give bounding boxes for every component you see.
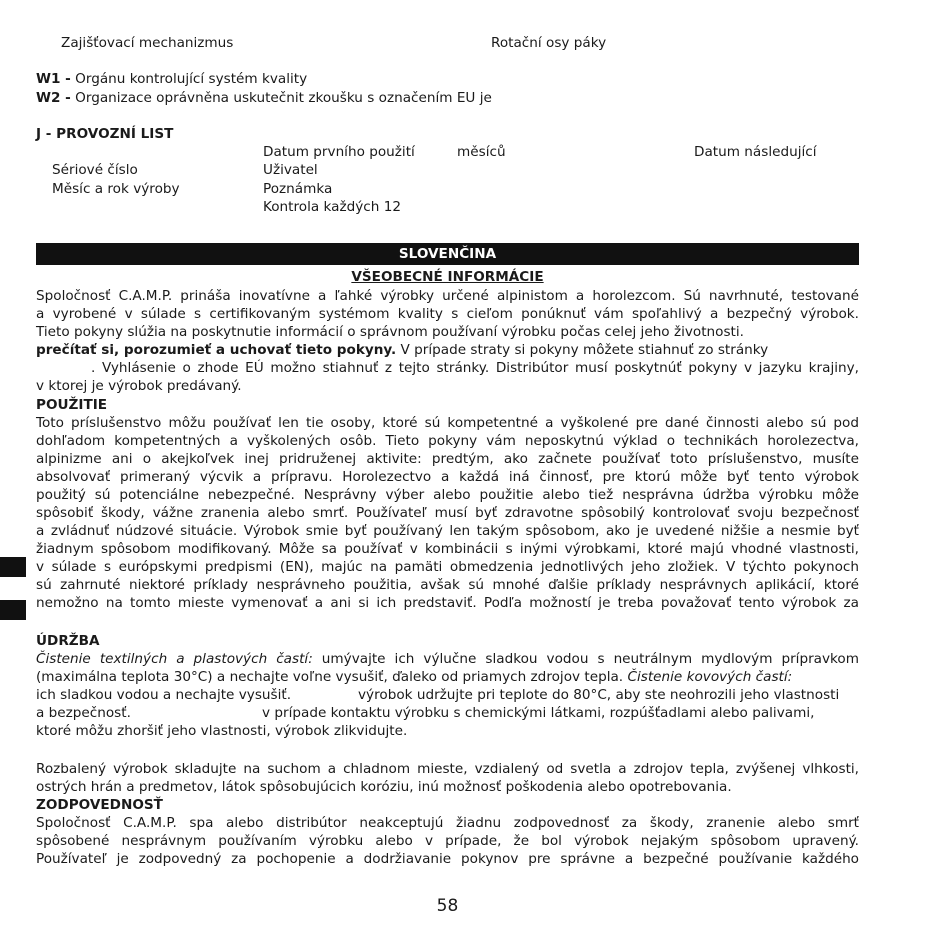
maint-text: umývajte ich výlučne sladkou vodou s neutrálnym mydlovým prípravkom [312, 651, 859, 667]
sheet-serial: Sériové číslo [52, 162, 138, 178]
maint-text: ich sladkou vodou a nechajte vysušiť. [36, 687, 292, 703]
sheet-first-use: Datum prvního použití [263, 144, 415, 160]
use-line: absolvovať primeraný výcvik a prípravu. Horolezectvo a každá iná činnosť, pre ktorú môže byť tento výrobok [36, 469, 859, 485]
storage-line: Rozbalený výrobok skladujte na suchom a chladnom mieste, vzdialený od svetla a zdrojov tepla, zvýšenej vlhkosti, [36, 761, 859, 777]
liability-paragraph [36, 814, 859, 868]
general-line-bold [36, 341, 859, 359]
general-line: a vyrobené v súlade s certifikovaným systémom kvality s cieľom ponúknuť vám spoľahlivý a bezpečný výrobok. [36, 306, 859, 322]
w2-code: W2 - [36, 90, 71, 106]
w1-text: Orgánu kontrolující systém kvality [75, 71, 308, 87]
storage-paragraph [36, 760, 859, 796]
maint-text: v prípade kontaktu výrobku s chemickými látkami, rozpúšťadlami alebo palivami, [262, 705, 815, 721]
use-line: sú zahrnuté niektoré príklady nesprávneho použitia, avšak sú mnohé ďalšie príklady nesprávnych aplikácií, ktoré [36, 577, 859, 593]
maintenance-line [36, 650, 859, 668]
liability-line: Spoločnosť C.A.M.P. spa alebo distribútor neakceptujú žiadnu zodpovednosť za škody, zranenie alebo smrť [36, 815, 859, 831]
general-line: Tieto pokyny slúžia na poskytnutie informácií o správnom používaní výrobku počas celej jeho životnosti. [36, 324, 744, 340]
w1-line [36, 70, 307, 88]
maint-text: výrobok udržujte pri teplote do 80°C, aby ste neohrozili jeho vlastnosti [358, 687, 840, 703]
sheet-note: Poznámka [263, 181, 333, 197]
side-tab-marker [0, 557, 26, 577]
general-heading-text: VŠEOBECNÉ INFORMÁCIE [351, 269, 544, 285]
liability-heading: ZODPOVEDNOSŤ [36, 797, 163, 813]
sheet-user: Uživatel [263, 162, 318, 178]
w1-code: W1 - [36, 71, 71, 87]
maintenance-line: ktoré môžu zhoršiť jeho vlastnosti, výrobok zlikvidujte. [36, 723, 408, 739]
page-number: 58 [436, 896, 459, 916]
maintenance-line [36, 704, 859, 722]
use-line: Toto príslušenstvo môžu používať len tie osoby, ktoré sú kompetentné a vyškolené pre dané činnosti alebo sú pod [36, 415, 859, 431]
maint-text: a bezpečnosť. [36, 705, 131, 721]
general-after-bold: V prípade straty si pokyny môžete stiahnuť zo stránky [396, 342, 769, 358]
use-line: použitý sú potenciálne nebezpečné. Nesprávny výber alebo použitie alebo tiež nesprávna údržba výrobku môže [36, 487, 859, 503]
general-paragraph [36, 287, 859, 395]
general-line: Spoločnosť C.A.M.P. prináša inovatívne a ľahké výrobky určené alpinistom a horolezcom. Sú navrhnuté, testované [36, 288, 859, 304]
maintenance-line [36, 686, 859, 704]
maintenance-line [36, 668, 859, 686]
general-bold-text: prečítať si, porozumieť a uchovať tieto pokyny. [36, 342, 397, 358]
liability-line: Používateľ je zodpovedný za pochopenie a dodržiavanie pokynov pre správne a bezpečné používanie každého [36, 851, 859, 867]
maint-text: (maximálna teplota 30°C) a nechajte voľne vysušiť, ďaleko od priamych zdrojov tepla. [36, 669, 624, 685]
use-line: alpinizme ani o akejkoľvek inej pridruženej aktivite: predtým, ako začnete používať toto príslušenstvo, musíte [36, 451, 859, 467]
label-locking-mechanism: Zajišťovací mechanizmus [61, 35, 234, 51]
label-lever-axes: Rotační osy páky [491, 35, 607, 51]
maintenance-paragraph [36, 650, 859, 740]
liability-line: spôsobené nesprávnym používaním výrobku alebo v prípade, že bol výrobok nejakým spôsobom upravený. [36, 833, 859, 849]
maint-italic-textile: Čistenie textilných a plastových častí: [36, 651, 313, 667]
use-line: a zvládnuť núdzové situácie. Výrobok smie byť používaný len takým spôsobom, ako je uvedené nižšie a nesmie byť [36, 523, 859, 539]
general-heading [0, 268, 895, 286]
use-heading: POUŽITIE [36, 397, 108, 413]
maintenance-heading: ÚDRŽBA [36, 633, 100, 649]
general-line: . Vyhlásenie o zhode EÚ možno stiahnuť z tejto stránky. Distribútor musí poskytnúť pokyny v jazyku krajiny, [91, 360, 859, 376]
maint-italic-metal: Čistenie kovových častí: [627, 669, 793, 685]
sheet-check: Kontrola každých 12 [263, 199, 402, 215]
use-line: nemožno na tomto mieste vymenovať a ani si ich predstaviť. Podľa možností je treba považovať tento výrobok za [36, 595, 859, 611]
storage-line: ostrých hrán a predmetov, látok spôsobujúcich koróziu, inú možnosť poškodenia alebo opotrebovania. [36, 779, 732, 795]
use-line: žiadnym spôsobom modifikovaný. Môže sa používať v kombinácii s inými výrobkami, ktoré majú vhodné vlastnosti, [36, 541, 859, 557]
sheet-manufacture: Měsíc a rok výroby [52, 181, 180, 197]
use-paragraph [36, 414, 859, 612]
language-banner: SLOVENČINA [36, 243, 859, 265]
sheet-next-date: Datum následující [694, 144, 817, 160]
sheet-months: měsíců [457, 144, 506, 160]
sheet-title: J - PROVOZNÍ LIST [36, 126, 174, 142]
use-line: v súlade s európskymi predpismi (EN), majúc na pamäti obmedzenia jednotlivých jeho zložiek. V týchto pokynoch [36, 559, 859, 575]
use-line: spôsobiť škody, vážne zranenia alebo smrť. Používateľ musí byť zdravotne spôsobilý kontrolovať svoju bezpečnosť [36, 505, 859, 521]
w2-line [36, 89, 492, 107]
w2-text: Organizace oprávněna uskutečnit zkoušku s označením EU je [75, 90, 492, 106]
general-line: v ktorej je výrobok predávaný. [36, 378, 242, 394]
use-line: dohľadom kompetentných a vyškolených osôb. Tieto pokyny vám neposkytnú výklad o technikách horolezectva, [36, 433, 859, 449]
side-tab-marker [0, 600, 26, 620]
